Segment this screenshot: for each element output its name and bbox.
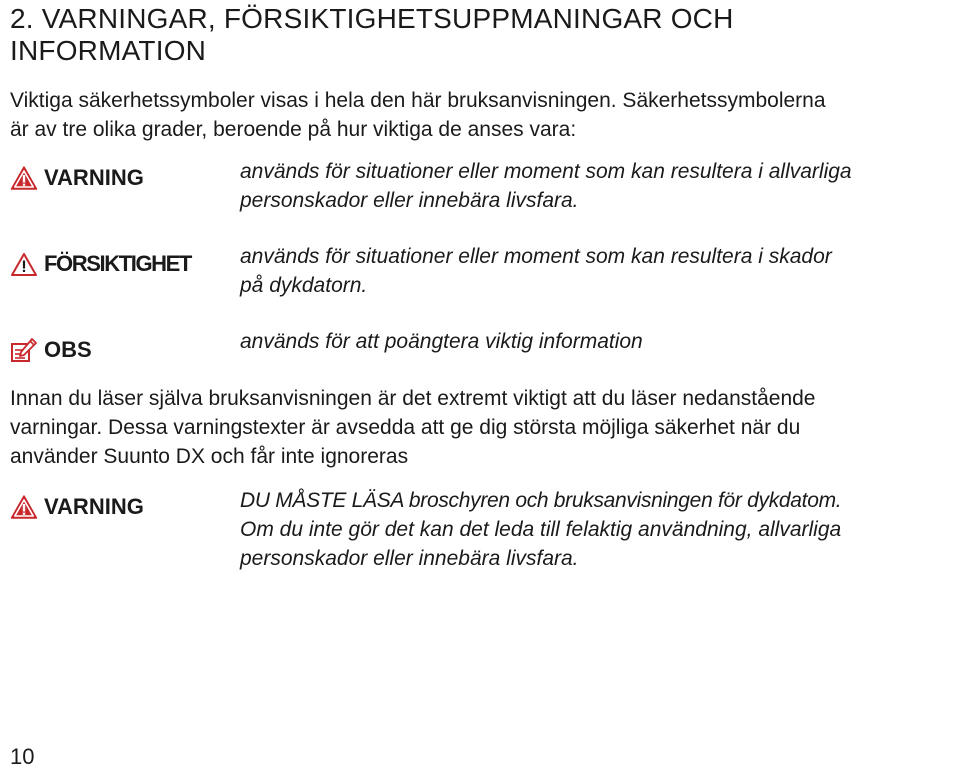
description-line-1: används för situationer eller moment som kan resultera i allvarliga	[240, 160, 852, 183]
symbol-label-obs	[10, 337, 92, 363]
symbol-label-text: FÖRSIKTIGHET	[44, 251, 191, 276]
paragraph-line-2: varningar. Dessa varningstexter är avsedda att ge dig största möjliga säkerhet när du	[10, 416, 801, 439]
symbol-label-text: VARNING	[44, 165, 144, 190]
description-line-2: personskador eller innebära livsfara.	[240, 189, 579, 212]
description-line-1: används för att poängtera viktig information	[240, 330, 643, 353]
intro-line-1: Viktiga säkerhetssymboler visas i hela den här bruksanvisningen. Säkerhetssymbolerna	[10, 89, 826, 112]
symbol-label-forsiktighet	[10, 251, 191, 277]
paragraph-line-1: Innan du läser själva bruksanvisningen är det extremt viktigt att du läser nedanstående	[10, 387, 816, 410]
intro-paragraph	[10, 86, 955, 144]
section-heading	[10, 3, 940, 67]
symbol-label-text: OBS	[44, 337, 92, 362]
note-pencil-icon	[10, 337, 38, 363]
warning-line-1: DU MÅSTE LÄSA broschyren och bruksanvisningen för dykdatom.	[240, 489, 842, 512]
symbol-description-forsiktighet	[240, 242, 960, 300]
paragraph-line-3: använder Suunto DX och får inte ignoreras	[10, 445, 409, 468]
page-number: 10	[10, 744, 35, 769]
section-heading-line-2: INFORMATION	[10, 35, 207, 66]
caution-triangle-icon	[10, 251, 38, 277]
description-line-2: på dykdatorn.	[240, 274, 368, 297]
warnings-intro-paragraph	[10, 384, 960, 471]
section-heading-line-1: 2. VARNINGAR, FÖRSIKTIGHETSUPPMANINGAR OCH	[10, 3, 734, 34]
warning-label-text: VARNING	[44, 494, 144, 519]
warning-text	[240, 486, 960, 573]
symbol-description-varning	[240, 157, 960, 215]
warning-line-3: personskador eller innebära livsfara.	[240, 547, 579, 570]
intro-line-2: är av tre olika grader, beroende på hur viktiga de anses vara:	[10, 118, 577, 141]
warning-triangle-icon	[10, 165, 38, 191]
warning-label	[10, 494, 144, 520]
symbol-description-obs	[240, 327, 960, 356]
description-line-1: används för situationer eller moment som kan resultera i skador	[240, 245, 832, 268]
warning-triangle-icon	[10, 494, 38, 520]
warning-line-2: Om du inte gör det kan det leda till felaktig användning, allvarliga	[240, 518, 842, 541]
symbol-label-varning	[10, 165, 144, 191]
